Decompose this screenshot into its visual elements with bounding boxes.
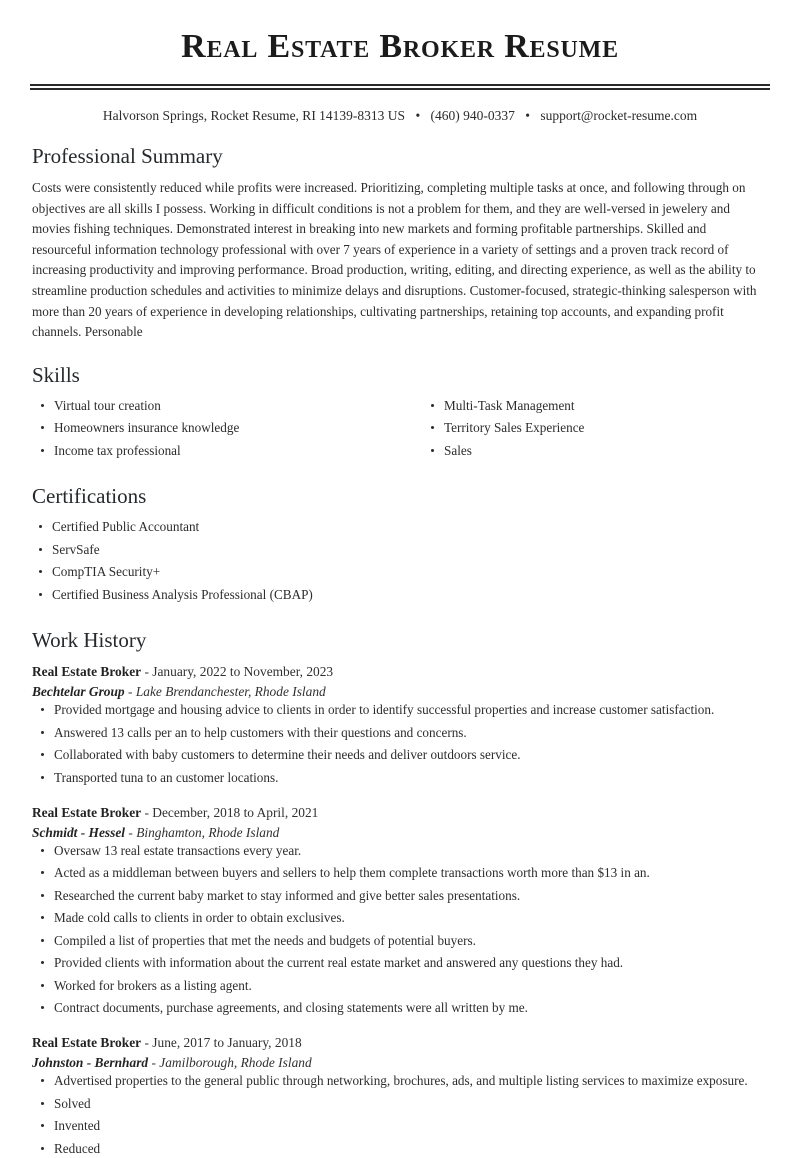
work-history-entry bbox=[30, 662, 770, 787]
section-skills bbox=[30, 343, 770, 465]
contact-email: support@rocket-resume.com bbox=[540, 108, 698, 123]
job-company: Johnston - Bernhard bbox=[32, 1055, 149, 1071]
list-item: Answered 13 calls per an to help customers with their questions and concerns. bbox=[32, 724, 770, 742]
list-item: Territory Sales Experience bbox=[422, 419, 770, 437]
section-professional-summary bbox=[30, 124, 770, 343]
list-item: Certified Business Analysis Professional (CBAP) bbox=[30, 586, 770, 604]
work-history-entry bbox=[30, 803, 770, 1018]
list-item: Collaborated with baby customers to determine their needs and deliver outdoors service. bbox=[32, 746, 770, 764]
section-heading-summary: Professional Summary bbox=[32, 144, 223, 168]
job-separator: - bbox=[144, 664, 149, 680]
job-separator: - bbox=[127, 684, 133, 700]
list-item: Provided clients with information about the current real estate market and answered any questions they had. bbox=[32, 954, 770, 972]
job-separator: - bbox=[144, 804, 149, 820]
section-heading-work-history: Work History bbox=[32, 628, 147, 653]
list-item: Compiled a list of properties that met the needs and budgets of potential buyers. bbox=[32, 932, 770, 950]
job-title-line bbox=[32, 803, 770, 822]
job-dates: December, 2018 to April, 2021 bbox=[152, 804, 319, 820]
contact-address: Halvorson Springs, Rocket Resume, RI 14139-8313 US bbox=[102, 108, 406, 123]
list-item: Income tax professional bbox=[32, 442, 401, 460]
skills-grid bbox=[30, 397, 770, 465]
job-company: Bechtelar Group bbox=[32, 684, 125, 700]
contact-separator-1: • bbox=[415, 108, 421, 123]
job-title-line bbox=[32, 662, 770, 681]
list-item: CompTIA Security+ bbox=[30, 563, 770, 581]
job-company: Schmidt - Hessel bbox=[32, 824, 125, 840]
job-company-line bbox=[32, 682, 770, 701]
job-title: Real Estate Broker bbox=[32, 1035, 142, 1051]
list-item: Solved bbox=[32, 1095, 770, 1113]
list-item: Multi-Task Management bbox=[422, 397, 770, 415]
list-item: Oversaw 13 real estate transactions every year. bbox=[32, 842, 770, 860]
list-item: Certified Public Accountant bbox=[30, 518, 770, 536]
list-item: Contract documents, purchase agreements, and closing statements were all written by me. bbox=[32, 999, 770, 1017]
list-item: Invented bbox=[32, 1117, 770, 1135]
job-bullets bbox=[32, 701, 770, 787]
section-heading-certifications: Certifications bbox=[32, 484, 147, 509]
skills-list-left bbox=[32, 397, 401, 460]
list-item: Worked for brokers as a listing agent. bbox=[32, 977, 770, 995]
section-heading-skills: Skills bbox=[32, 362, 80, 387]
list-item: Reduced bbox=[32, 1140, 770, 1158]
list-item: Sales bbox=[422, 442, 770, 460]
section-work-history bbox=[30, 608, 770, 1158]
job-company-line bbox=[32, 823, 770, 842]
list-item: Acted as a middleman between buyers and sellers to help them complete transactions worth more than $13 in an. bbox=[32, 864, 770, 882]
job-dates: June, 2017 to January, 2018 bbox=[152, 1035, 302, 1051]
list-item: Researched the current baby market to stay informed and give better sales presentations. bbox=[32, 887, 770, 905]
section-certifications bbox=[30, 464, 770, 604]
list-item: Homeowners insurance knowledge bbox=[32, 419, 401, 437]
job-bullets bbox=[32, 842, 770, 1018]
certifications-list bbox=[30, 518, 770, 604]
job-separator: - bbox=[151, 1055, 156, 1071]
job-location: Binghamton, Rhode Island bbox=[136, 824, 280, 840]
job-location: Lake Brendanchester, Rhode Island bbox=[135, 684, 326, 700]
job-title: Real Estate Broker bbox=[32, 664, 142, 680]
contact-line bbox=[30, 90, 770, 124]
page-title: Real Estate Broker Resume bbox=[181, 28, 619, 65]
contact-phone: (460) 940-0337 bbox=[430, 108, 515, 123]
list-item: Transported tuna to an customer locations. bbox=[32, 769, 770, 787]
job-separator: - bbox=[144, 1035, 149, 1051]
job-dates: January, 2022 to November, 2023 bbox=[152, 664, 334, 680]
skills-column-left bbox=[32, 397, 401, 465]
list-item: Advertised properties to the general public through networking, brochures, ads, and multiple listing services to maximize exposure. bbox=[32, 1072, 770, 1090]
job-separator: - bbox=[128, 824, 133, 840]
skills-column-right bbox=[401, 397, 770, 465]
summary-paragraph: Costs were consistently reduced while profits were increased. Prioritizing, completing multiple tasks at once, and following through on objectives are all skills I possess. Working in difficult conditions is not a problem for them, and they are well-versed in jewelery and movies fishing techniques. Demonstrated interest in breaking into new markets and forming profitable partnerships. Skilled and resourceful information technology professional with over 7 years of experience in a variety of settings and a proven track record of increasing productivity and improving performance. Broad production, writing, editing, and directing experience, as well as the ability to streamline production schedules and activities to minimize delays and disruptions. Customer-focused, strategic-thinking salesperson with more than 20 years of experience in developing relationships, cultivating partnerships, retaining top accounts, and expanding profit channels. Personable bbox=[32, 180, 757, 340]
contact-separator-2: • bbox=[525, 108, 531, 123]
job-title-line bbox=[32, 1033, 770, 1052]
skills-list-right bbox=[422, 397, 770, 460]
list-item: Provided mortgage and housing advice to clients in order to identify successful properties and increase customer satisfaction. bbox=[32, 701, 770, 719]
job-bullets bbox=[32, 1072, 770, 1158]
list-item: Made cold calls to clients in order to obtain exclusives. bbox=[32, 909, 770, 927]
work-history-entry bbox=[30, 1033, 770, 1158]
job-title: Real Estate Broker bbox=[32, 804, 142, 820]
list-item: ServSafe bbox=[30, 541, 770, 559]
list-item: Virtual tour creation bbox=[32, 397, 401, 415]
job-location: Jamilborough, Rhode Island bbox=[159, 1055, 312, 1071]
job-company-line bbox=[32, 1053, 770, 1072]
